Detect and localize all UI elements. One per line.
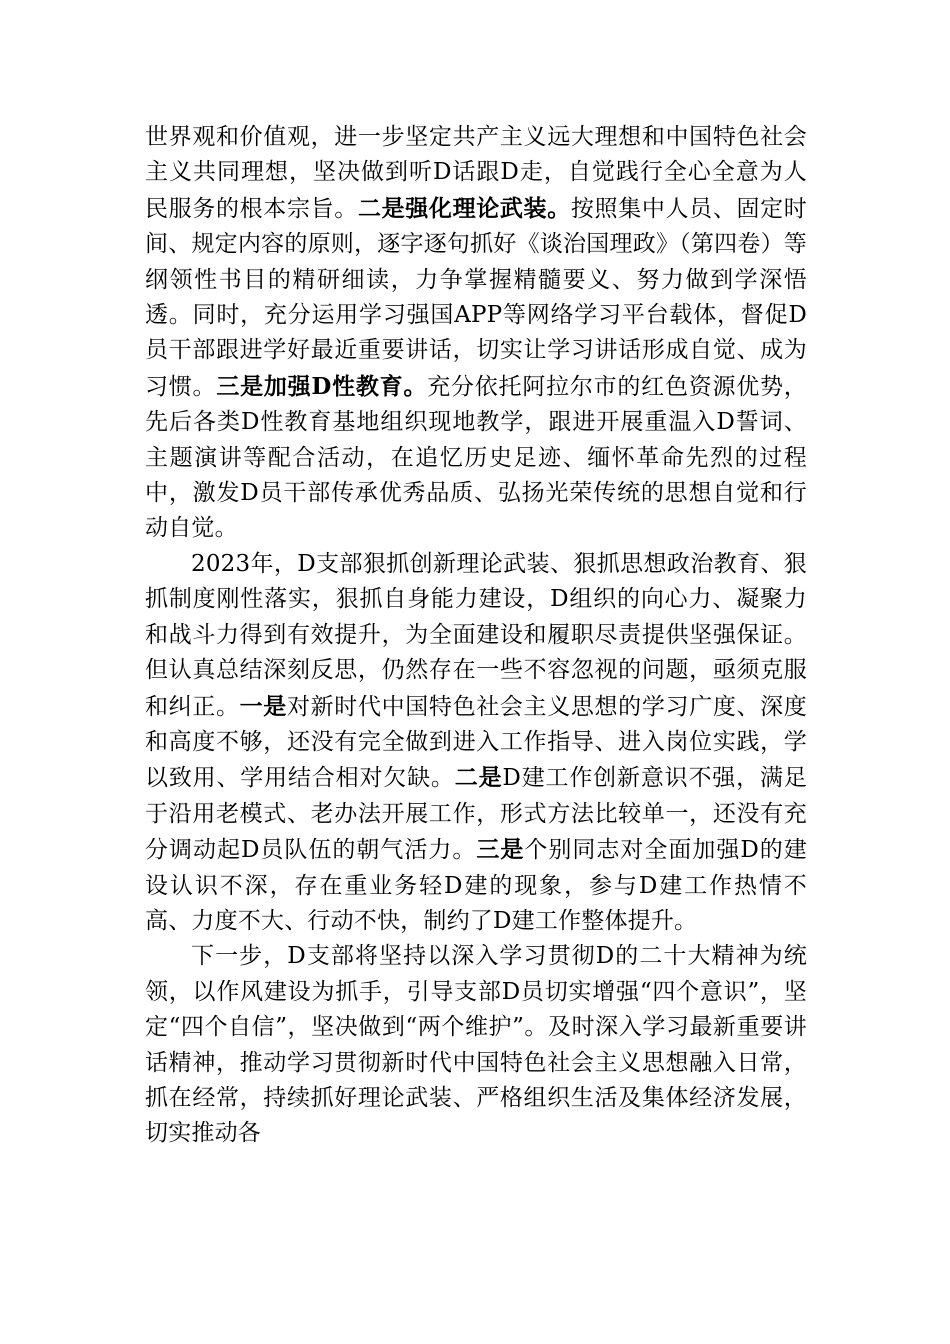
heading-strengthen-theory: 二是强化理论武装。	[357, 194, 571, 222]
paragraph-3-run-1: 下一步，D支部将坚持以深入学习贯彻D的二十大精神为统领，以作风建设为抓手，引导支部D员切实增强“四个意识”，坚定“四个自信”，坚决做到“两个维护”。及时深入学习最新重要讲话精神，推动学习贯彻新时代中国特色社会主义思想融入日常，抓在经常，持续抓好理论武装、严格组织生活及集体经济发展，切实推动各	[145, 943, 807, 1147]
paragraph-2-run-5: D建工作创新意识不强，满足于沿用老模式、老办法开展工作，形式方法比较单一，还没有充分调动起D员队伍的朝气活力。	[145, 765, 807, 864]
paragraph-1	[145, 120, 807, 547]
point-two-marker: 二是	[454, 764, 503, 792]
document-body	[145, 120, 807, 1152]
paragraph-1-run-1: 世界观和价值观，进一步坚定共产主义远大理想和中国特色社会主义共同理想，坚决做到听D话跟D走，自觉践行全心全意为人民服务的根本宗旨。	[145, 124, 807, 222]
point-one-marker: 一是	[239, 692, 287, 720]
paragraph-3	[145, 939, 807, 1151]
paragraph-2-run-3: 对新时代中国特色社会主义思想的学习广度、深度和高度不够，还没有完全做到进入工作指导、进入岗位实践，学以致用、学用结合相对欠缺。	[145, 693, 807, 792]
paragraph-2-run-7: 个别同志对全面加强D的建设认识不深，存在重业务轻D建的现象，参与D建工作热情不高、力度不大、行动不快，制约了D建工作整体提升。	[145, 837, 807, 934]
heading-strengthen-party-education: 三是加强D性教育。	[216, 372, 428, 400]
point-three-marker: 三是	[476, 836, 525, 864]
paragraph-1-run-3: 按照集中人员、固定时间、规定内容的原则，逐字逐句抓好《谈治国理政》（第四卷）等纲领性书目的精研细读，力争掌握精髓要义、努力做到学深悟透。同时，充分运用学习强国APP等网络学习平台载体，督促D员干部跟进学好最近重要讲话，切实让学习讲话形成自觉、成为习惯。	[145, 195, 808, 400]
paragraph-2-run-1: 2023年，D支部狠抓创新理论武装、狠抓思想政治教育、狠抓制度刚性落实，狠抓自身能力建设，D组织的向心力、凝聚力和战斗力得到有效提升，为全面建设和履职尽责提供坚强保证。但认真总结深刻反思，仍然存在一些不容忽视的问题，亟须克服和纠正。	[145, 550, 807, 720]
paragraph-1-run-5: 充分依托阿拉尔市的红色资源优势，先后各类D性教育基地组织现地教学，跟进开展重温入D誓词、主题演讲等配合活动，在追忆历史足迹、缅怀革命先烈的过程中，激发D员干部传承优秀品质、弘扬光荣传统的思想自觉和行动自觉。	[145, 373, 808, 542]
paragraph-2	[145, 547, 807, 939]
